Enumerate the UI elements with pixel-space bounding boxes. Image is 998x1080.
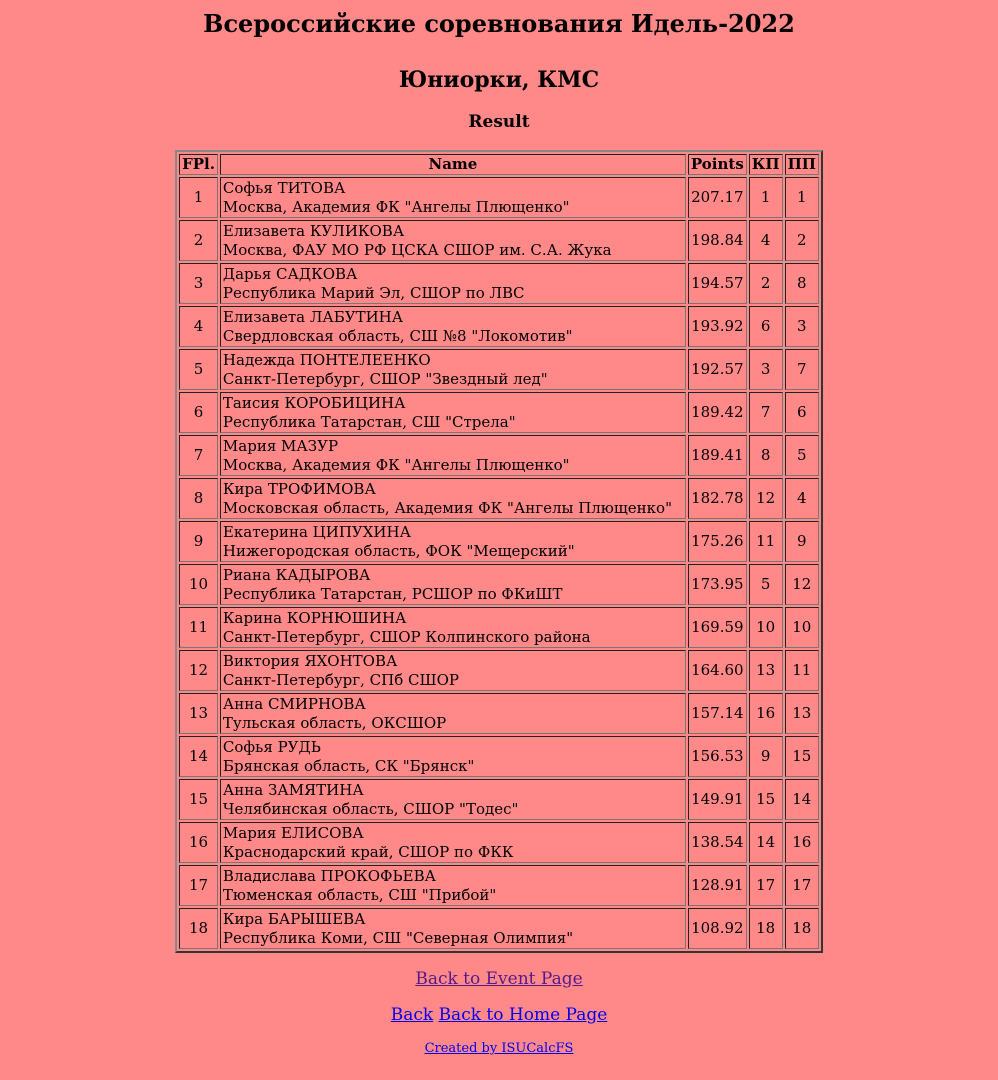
- cell-kp: 10: [749, 607, 783, 648]
- table-row: [179, 693, 819, 734]
- table-row: [179, 607, 819, 648]
- cell-place: 9: [179, 521, 218, 562]
- cell-place: 11: [179, 607, 218, 648]
- skater-name: Таисия КОРОБИЦИНА: [222, 393, 406, 412]
- table-row: [179, 478, 819, 519]
- skater-club: Москва, ФАУ МО РФ ЦСКА СШОР им. С.А. Жука: [222, 240, 612, 259]
- skater-name: Виктория ЯХОНТОВА: [222, 651, 398, 670]
- skater-name: Анна ЗАМЯТИНА: [222, 780, 364, 799]
- cell-kp: 18: [749, 908, 783, 949]
- cell-pp: 10: [785, 607, 819, 648]
- cell-kp: 13: [749, 650, 783, 691]
- skater-club: Московская область, Академия ФК "Ангелы Плющенко": [222, 498, 672, 517]
- skater-club: Санкт-Петербург, СПб СШОР: [222, 670, 460, 689]
- cell-kp: 17: [749, 865, 783, 906]
- table-row: [179, 306, 819, 347]
- cell-skater: [220, 564, 686, 605]
- cell-points: 128.91: [688, 865, 747, 906]
- category-title: Юниорки, КМС: [398, 67, 600, 93]
- results-table: [175, 150, 823, 953]
- table-row: [179, 349, 819, 390]
- cell-pp: 7: [785, 349, 819, 390]
- skater-name: Елизавета КУЛИКОВА: [222, 221, 405, 240]
- cell-pp: 17: [785, 865, 819, 906]
- table-row: [179, 521, 819, 562]
- skater-club: Брянская область, СК "Брянск": [222, 756, 475, 775]
- table-header-row: [179, 154, 819, 175]
- cell-kp: 9: [749, 736, 783, 777]
- skater-name: Софья РУДЬ: [222, 737, 321, 756]
- skater-name: Кира ТРОФИМОВА: [222, 479, 376, 498]
- cell-skater: [220, 779, 686, 820]
- cell-skater: [220, 349, 686, 390]
- cell-points: 193.92: [688, 306, 747, 347]
- header-points: Points: [688, 154, 747, 175]
- event-link-row: [0, 967, 998, 991]
- cell-points: 157.14: [688, 693, 747, 734]
- cell-points: 108.92: [688, 908, 747, 949]
- competition-title: Всероссийские соревнования Идель-2022: [203, 9, 795, 38]
- skater-name: Надежда ПОНТЕЛЕЕНКО: [222, 350, 431, 369]
- cell-points: 182.78: [688, 478, 747, 519]
- cell-kp: 4: [749, 220, 783, 261]
- cell-place: 14: [179, 736, 218, 777]
- cell-points: 156.53: [688, 736, 747, 777]
- cell-skater: [220, 263, 686, 304]
- results-body: [179, 177, 819, 949]
- cell-pp: 6: [785, 392, 819, 433]
- table-row: [179, 392, 819, 433]
- skater-name: Софья ТИТОВА: [222, 178, 346, 197]
- skater-club: Республика Татарстан, РСШОР по ФКиШТ: [222, 584, 563, 603]
- table-row: [179, 564, 819, 605]
- cell-place: 5: [179, 349, 218, 390]
- cell-skater: [220, 693, 686, 734]
- cell-place: 8: [179, 478, 218, 519]
- cell-place: 6: [179, 392, 218, 433]
- cell-place: 3: [179, 263, 218, 304]
- cell-points: 189.42: [688, 392, 747, 433]
- cell-kp: 2: [749, 263, 783, 304]
- cell-pp: 13: [785, 693, 819, 734]
- cell-kp: 11: [749, 521, 783, 562]
- table-row: [179, 650, 819, 691]
- cell-skater: [220, 392, 686, 433]
- table-row: [179, 908, 819, 949]
- table-row: [179, 263, 819, 304]
- skater-club: Санкт-Петербург, СШОР Колпинского района: [222, 627, 591, 646]
- cell-place: 1: [179, 177, 218, 218]
- skater-club: Москва, Академия ФК "Ангелы Плющенко": [222, 455, 570, 474]
- skater-club: Республика Коми, СШ "Северная Олимпия": [222, 928, 574, 947]
- cell-pp: 15: [785, 736, 819, 777]
- cell-points: 173.95: [688, 564, 747, 605]
- table-row: [179, 822, 819, 863]
- cell-points: 149.91: [688, 779, 747, 820]
- cell-skater: [220, 607, 686, 648]
- cell-skater: [220, 220, 686, 261]
- skater-name: Карина КОРНЮШИНА: [222, 608, 407, 627]
- table-row: [179, 177, 819, 218]
- cell-skater: [220, 478, 686, 519]
- skater-club: Санкт-Петербург, СШОР "Звездный лед": [222, 369, 548, 388]
- cell-skater: [220, 306, 686, 347]
- cell-pp: 12: [785, 564, 819, 605]
- home-link-row: [0, 1003, 998, 1027]
- cell-pp: 1: [785, 177, 819, 218]
- cell-points: 198.84: [688, 220, 747, 261]
- table-row: [179, 736, 819, 777]
- cell-pp: 18: [785, 908, 819, 949]
- cell-skater: [220, 822, 686, 863]
- cell-pp: 4: [785, 478, 819, 519]
- cell-place: 15: [179, 779, 218, 820]
- cell-place: 13: [179, 693, 218, 734]
- cell-pp: 5: [785, 435, 819, 476]
- cell-skater: [220, 177, 686, 218]
- header-pp: ПП: [785, 154, 819, 175]
- skater-club: Москва, Академия ФК "Ангелы Плющенко": [222, 197, 570, 216]
- cell-place: 18: [179, 908, 218, 949]
- skater-club: Тюменская область, СШ "Прибой": [222, 885, 497, 904]
- cell-points: 169.59: [688, 607, 747, 648]
- skater-name: Мария ЕЛИСОВА: [222, 823, 364, 842]
- skater-club: Тульская область, ОКСШОР: [222, 713, 447, 732]
- cell-kp: 1: [749, 177, 783, 218]
- cell-place: 4: [179, 306, 218, 347]
- cell-pp: 14: [785, 779, 819, 820]
- back-link[interactable]: Back: [390, 1005, 434, 1025]
- cell-points: 164.60: [688, 650, 747, 691]
- cell-skater: [220, 908, 686, 949]
- cell-points: 207.17: [688, 177, 747, 218]
- table-row: [179, 220, 819, 261]
- cell-skater: [220, 650, 686, 691]
- cell-pp: 8: [785, 263, 819, 304]
- skater-club: Свердловская область, СШ №8 "Локомотив": [222, 326, 573, 345]
- cell-pp: 11: [785, 650, 819, 691]
- table-row: [179, 779, 819, 820]
- credits: [0, 1039, 998, 1059]
- cell-points: 175.26: [688, 521, 747, 562]
- skater-name: Риана КАДЫРОВА: [222, 565, 371, 584]
- cell-skater: [220, 736, 686, 777]
- cell-pp: 3: [785, 306, 819, 347]
- header-name: Name: [220, 154, 686, 175]
- skater-club: Челябинская область, СШОР "Тодес": [222, 799, 519, 818]
- cell-skater: [220, 521, 686, 562]
- cell-kp: 15: [749, 779, 783, 820]
- created-by-link[interactable]: Created by ISUCalcFS: [424, 1041, 574, 1056]
- skater-club: Республика Марий Эл, СШОР по ЛВС: [222, 283, 525, 302]
- cell-place: 17: [179, 865, 218, 906]
- cell-kp: 7: [749, 392, 783, 433]
- cell-pp: 16: [785, 822, 819, 863]
- skater-name: Екатерина ЦИПУХИНА: [222, 522, 411, 541]
- skater-name: Дарья САДКОВА: [222, 264, 358, 283]
- skater-name: Владислава ПРОКОФЬЕВА: [222, 866, 436, 885]
- skater-name: Анна СМИРНОВА: [222, 694, 366, 713]
- table-row: [179, 435, 819, 476]
- back-to-event-link[interactable]: Back to Event Page: [415, 969, 583, 989]
- cell-kp: 12: [749, 478, 783, 519]
- header-kp: КП: [749, 154, 783, 175]
- cell-place: 7: [179, 435, 218, 476]
- skater-name: Кира БАРЫШЕВА: [222, 909, 366, 928]
- cell-kp: 6: [749, 306, 783, 347]
- cell-pp: 9: [785, 521, 819, 562]
- skater-name: Мария МАЗУР: [222, 436, 339, 455]
- table-row: [179, 865, 819, 906]
- skater-club: Республика Татарстан, СШ "Стрела": [222, 412, 516, 431]
- result-subtitle: Result: [468, 112, 530, 132]
- cell-kp: 16: [749, 693, 783, 734]
- cell-kp: 14: [749, 822, 783, 863]
- cell-place: 16: [179, 822, 218, 863]
- navigation-links: [0, 967, 998, 1027]
- cell-kp: 5: [749, 564, 783, 605]
- cell-kp: 3: [749, 349, 783, 390]
- cell-points: 194.57: [688, 263, 747, 304]
- cell-points: 192.57: [688, 349, 747, 390]
- skater-club: Нижегородская область, ФОК "Мещерский": [222, 541, 575, 560]
- cell-place: 2: [179, 220, 218, 261]
- cell-points: 189.41: [688, 435, 747, 476]
- cell-place: 12: [179, 650, 218, 691]
- cell-skater: [220, 435, 686, 476]
- cell-pp: 2: [785, 220, 819, 261]
- header-place: FPl.: [179, 154, 218, 175]
- cell-place: 10: [179, 564, 218, 605]
- back-to-home-link[interactable]: Back to Home Page: [438, 1005, 608, 1025]
- skater-club: Краснодарский край, СШОР по ФКК: [222, 842, 514, 861]
- skater-name: Елизавета ЛАБУТИНА: [222, 307, 404, 326]
- cell-points: 138.54: [688, 822, 747, 863]
- cell-kp: 8: [749, 435, 783, 476]
- cell-skater: [220, 865, 686, 906]
